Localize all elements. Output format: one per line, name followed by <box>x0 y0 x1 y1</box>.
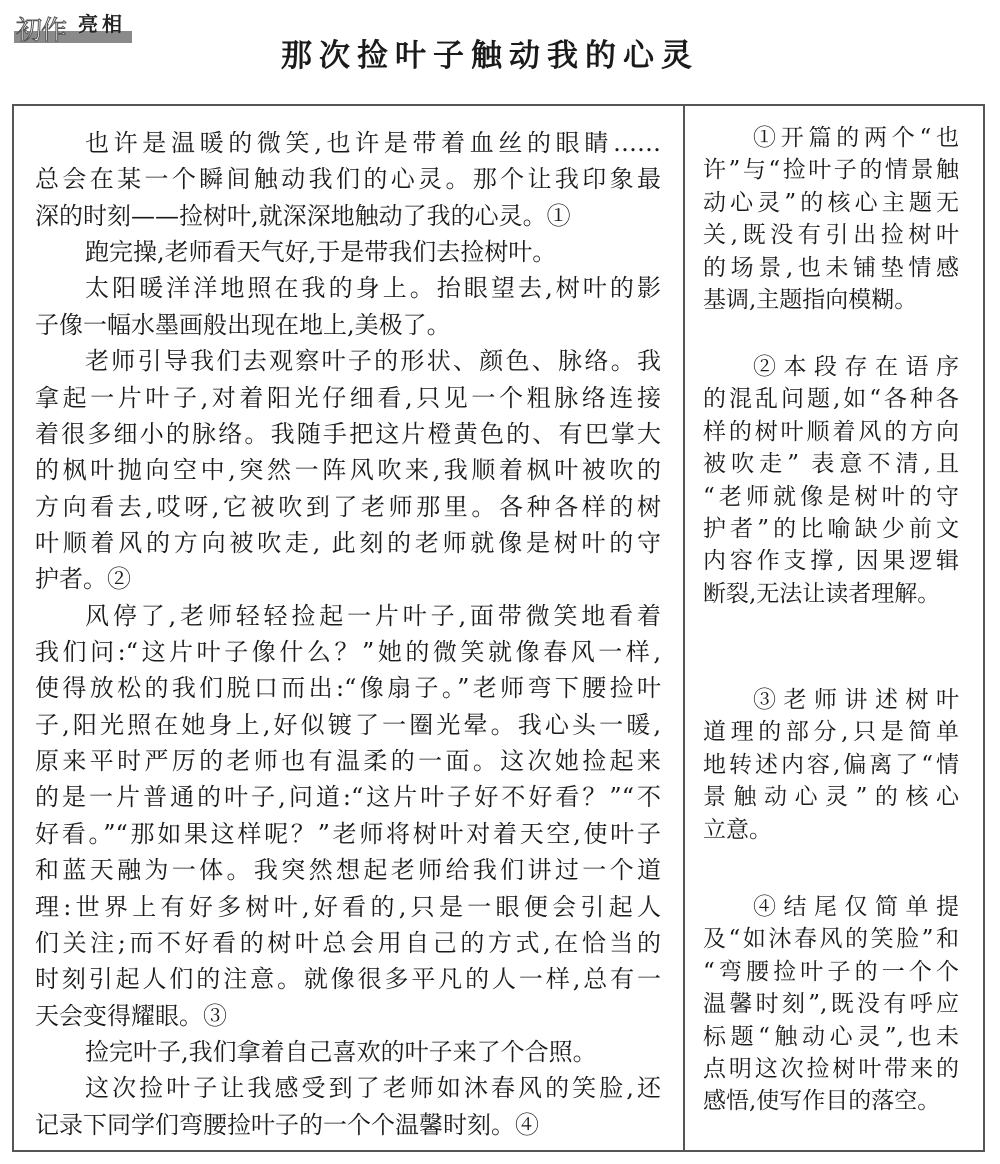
text-line: 深的时刻——捡树叶,就深深地触动了我的心灵。① <box>35 201 571 230</box>
text-line: 断裂,无法让读者理解。 <box>703 580 941 607</box>
comment-1 <box>703 122 959 316</box>
text-line: 的枫叶抛向空中,突然一阵风吹来,我顺着枫叶被吹的 <box>35 456 661 485</box>
text-line: 的场景,也未铺垫情感 <box>703 254 959 281</box>
text-line: “老师就像是树叶的守 <box>703 483 959 510</box>
essay-title: 那次捡叶子触动我的心灵 <box>281 38 699 74</box>
comment-paragraph <box>703 122 959 316</box>
text-line: 理:世界上有好多树叶,好看的,只是一眼便会引起人 <box>35 892 661 921</box>
text-line: 及“如沐春风的笑脸”和 <box>703 926 959 953</box>
text-line: ④结尾仅简单提 <box>753 894 959 920</box>
text-line: 子,阳光照在她身上,好似镀了一圈光晕。我心头一暖, <box>35 710 661 739</box>
comment-paragraph <box>703 891 959 1118</box>
text-line: 这次捡叶子让我感受到了老师如沐春风的笑脸,还 <box>85 1074 661 1103</box>
comment-paragraph <box>703 351 959 610</box>
text-line: 天会变得耀眼。③ <box>35 1001 227 1030</box>
comment-4 <box>703 891 959 1118</box>
text-line: 叶顺着风的方向被吹走, 此刻的老师就像是树叶的守 <box>35 528 661 557</box>
essay-body <box>35 125 661 1143</box>
text-line: 我们问:“这片叶子像什么？”她的微笑就像春风一样, <box>35 638 661 667</box>
comment-paragraph <box>703 684 959 846</box>
text-line: 的混乱问题,如“各种各 <box>703 386 959 413</box>
text-line: ①开篇的两个“也 <box>753 125 959 151</box>
text-line: 总会在某一个瞬间触动我们的心灵。那个让我印象最 <box>35 165 661 194</box>
column-label-b: 亮相 <box>78 12 126 36</box>
text-line: 使得放松的我们脱口而出:“像扇子。”老师弯下腰捡叶 <box>35 674 661 703</box>
text-line: 时刻引起人们的注意。就像很多平凡的人一样,总有一 <box>35 965 661 994</box>
text-line: 许”与“捡叶子的情景触 <box>703 157 959 184</box>
text-line: 动心灵”的核心主题无 <box>703 189 959 216</box>
text-line: 老师引导我们去观察叶子的形状、颜色、脉络。我 <box>85 347 661 376</box>
comment-3 <box>703 684 959 846</box>
essay-paragraph <box>35 270 661 343</box>
text-line: 内容作支撑, 因果逻辑 <box>703 548 959 575</box>
text-line: 标题“触动心灵”,也未 <box>703 1023 959 1050</box>
text-line: 原来平时严厉的老师也有温柔的一面。这次她捡起来 <box>35 747 661 776</box>
text-line: 和蓝天融为一体。我突然想起老师给我们讲过一个道 <box>35 856 661 885</box>
text-line: 们关注;而不好看的树叶总会用自己的方式,在恰当的 <box>35 928 661 957</box>
text-line: 样的树叶顺着风的方向 <box>703 418 959 445</box>
column-divider <box>683 104 685 1152</box>
column-label-a: 初作 <box>16 16 67 46</box>
text-line: 捡完叶子,我们拿着自己喜欢的叶子来了个合照。 <box>85 1037 597 1066</box>
text-line: 护者。② <box>35 565 131 594</box>
text-line: 护者”的比喻缺少前文 <box>703 515 959 542</box>
text-line: ③老师讲述树叶 <box>753 687 959 713</box>
text-line: 的是一片普通的叶子,问道:“这片叶子好不好看？”“不 <box>35 783 661 812</box>
text-line: 温馨时刻”,既没有呼应 <box>703 991 959 1018</box>
text-line: 景触动心灵”的核心 <box>703 784 959 811</box>
text-line: 子像一幅水墨画般出现在地上,美极了。 <box>35 310 451 339</box>
essay-paragraph <box>35 1070 661 1143</box>
text-line: 方向看去,哎呀,它被吹到了老师那里。各种各样的树 <box>35 492 661 521</box>
text-line: 地转述内容,偏离了“情 <box>703 751 959 778</box>
text-line: “弯腰捡叶子的一个个 <box>703 958 959 985</box>
text-line: 被吹走” 表意不清,且 <box>703 451 959 478</box>
essay-paragraph <box>35 343 661 598</box>
text-line: 关,既没有引出捡树叶 <box>703 222 959 249</box>
essay-paragraph <box>35 125 661 234</box>
text-line: 道理的部分,只是简单 <box>703 719 959 746</box>
text-line: 风停了,老师轻轻捡起一片叶子,面带微笑地看着 <box>85 601 661 630</box>
text-line: 着很多细小的脉络。我随手把这片橙黄色的、有巴掌大 <box>35 419 661 448</box>
text-line: 立意。 <box>703 816 772 843</box>
essay-paragraph <box>35 234 661 270</box>
text-line: ②本段存在语序 <box>753 354 959 380</box>
text-line: 也许是温暖的微笑,也许是带着血丝的眼睛…… <box>85 129 661 157</box>
text-line: 好看。”“那如果这样呢？”老师将树叶对着天空,使叶子 <box>35 819 661 848</box>
text-line: 记录下同学们弯腰捡叶子的一个个温馨时刻。④ <box>35 1110 539 1139</box>
comment-2 <box>703 351 959 610</box>
text-line: 太阳暖洋洋地照在我的身上。抬眼望去,树叶的影 <box>85 274 661 303</box>
essay-paragraph <box>35 1034 661 1070</box>
text-line: 拿起一片叶子,对着阳光仔细看,只见一个粗脉络连接 <box>35 383 661 412</box>
text-line: 点明这次捡树叶带来的 <box>703 1055 959 1082</box>
essay-paragraph <box>35 598 661 1034</box>
text-line: 感悟,使写作目的落空。 <box>703 1088 941 1115</box>
text-line: 跑完操,老师看天气好,于是带我们去捡树叶。 <box>85 238 557 267</box>
text-line: 基调,主题指向模糊。 <box>703 286 918 313</box>
